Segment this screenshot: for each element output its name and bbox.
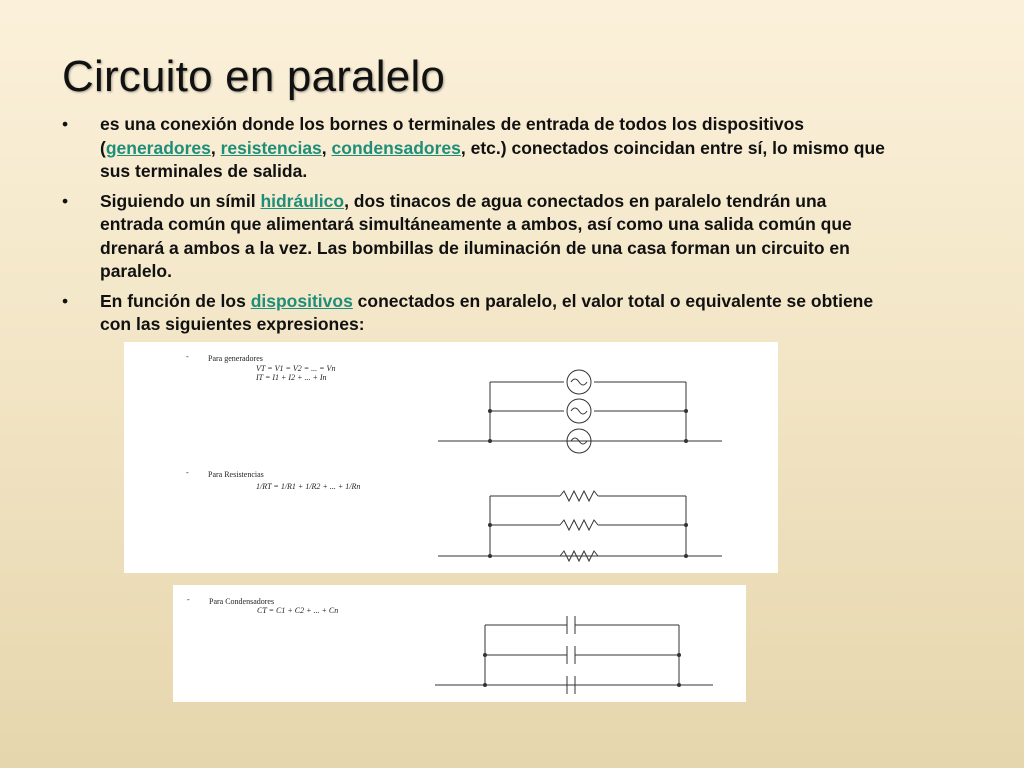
resistors-equation: 1/RT = 1/R1 + 1/R2 + ... + 1/Rn [256,482,361,491]
dash-marker: - [186,468,189,477]
bullet-list [62,113,892,343]
bullet-3 [62,290,892,337]
separator: , [210,137,221,158]
bullet-2-text-b: , dos tinacos de agua conectados en paralelo tendrán una entrada común que alimentará simultáneamente a ambos, así como una salida común que drenará a ambos a la vez. Las bombillas de iluminación de una casa forman un circuito en paralelo. [100,190,852,281]
circuit-figure-generators-resistors [124,342,778,573]
bullet-1-text-a: es una conexión donde los bornes o terminales de entrada de todos los dispositivos ( [100,114,805,158]
bullet-1 [62,113,892,184]
generators-voltage-equation: VT = V1 = V2 = ... = Vn [256,364,336,373]
bullet-2 [62,190,892,284]
link-dispositivos[interactable]: dispositivos [250,290,353,311]
dash-marker: - [186,352,189,361]
separator: , [321,137,332,158]
bullet-dot: • [62,190,69,211]
bullet-2-text-a: Siguiendo un símil [100,190,261,211]
bullet-1-text-b: , etc.) conectados coincidan entre sí, lo mismo que sus terminales de salida. [100,137,885,181]
generators-label: Para generadores [208,354,263,363]
bullet-3-text-b: conectados en paralelo, el valor total o equivalente se obtiene con las siguientes expresiones: [100,290,874,334]
capacitors-label: Para Condensadores [209,597,275,606]
link-hidraulico[interactable]: hidráulico [260,190,345,211]
link-resistencias[interactable]: resistencias [220,137,322,158]
bullet-dot: • [62,114,69,134]
link-condensadores[interactable]: condensadores [331,137,461,158]
dash-marker: - [187,595,190,604]
bullet-dot: • [62,290,69,311]
generators-current-equation: IT = I1 + I2 + ... + In [256,373,327,382]
parallel-circuit-diagrams [124,342,778,573]
circuit-figure-capacitors [173,585,746,702]
capacitors-equation: CT = C1 + C2 + ... + Cn [257,606,339,615]
link-generadores[interactable]: generadores [105,137,211,158]
parallel-capacitor-diagram [173,585,746,702]
slide-title: Circuito en paralelo [62,52,446,101]
bullet-3-text-a: En función de los [100,290,251,311]
resistors-label: Para Resistencias [208,470,264,479]
